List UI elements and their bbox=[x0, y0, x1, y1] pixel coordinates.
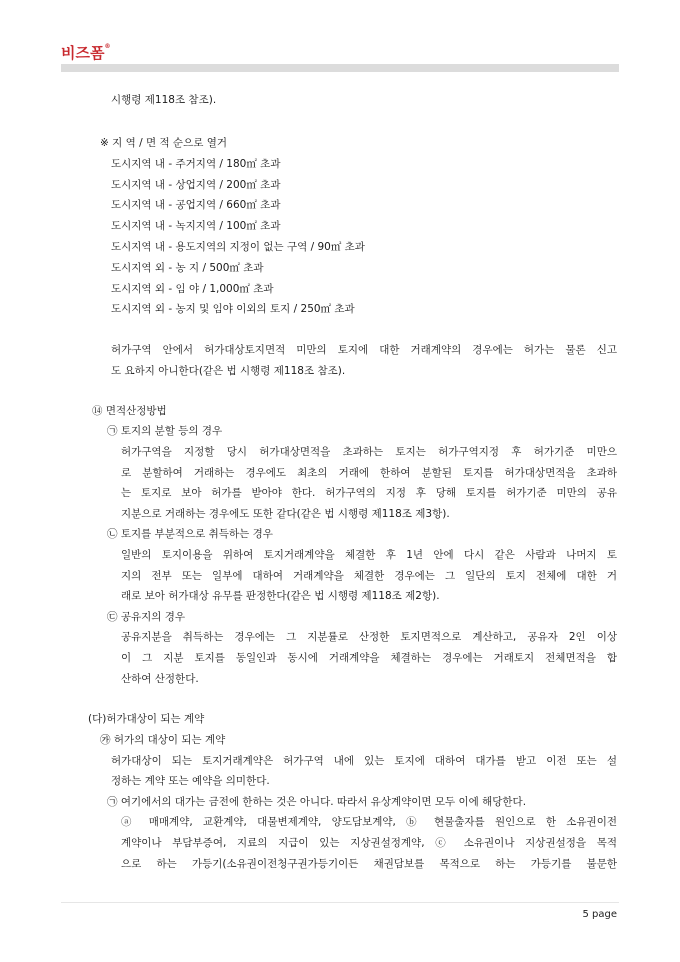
calc-a-body-line: 는 토지로 보아 허가를 받아야 한다. 허가구역의 지정 후 당해 토지를 허가기준 미만의 공유 bbox=[121, 487, 617, 499]
header-bar bbox=[61, 64, 619, 72]
section-c-sub-body-line: 허가대상이 되는 토지거래계약은 허가구역 내에 있는 토지에 대하여 대가를 받고 이전 또는 설 bbox=[111, 755, 617, 767]
area-list-item: 도시지역 내 - 녹지지역 / 100㎡ 초과 bbox=[111, 220, 281, 232]
calc-a-body-line: 허가구역을 지정할 당시 허가대상면적을 초과하는 토지는 허가구역지정 후 허가기준 미만으 bbox=[121, 446, 617, 458]
calc-c-body-line: 공유지분을 취득하는 경우에는 그 지분률로 산정한 토지면적으로 계산하고, 공유자 2인 이상 bbox=[121, 631, 617, 643]
calc-c-body-line: 산하여 산정한다. bbox=[121, 673, 199, 685]
area-list-item: 도시지역 내 - 주거지역 / 180㎡ 초과 bbox=[111, 158, 281, 170]
calc-b-body-line: 일반의 토지이용을 위하여 토지거래계약을 체결한 후 1년 안에 다시 같은 사람과 나머지 토 bbox=[121, 549, 617, 561]
calc-c-title: ㉢ 공유지의 경우 bbox=[107, 611, 186, 623]
calc-a-body-line: 로 분할하여 거래하는 경우에도 최초의 거래에 한하여 분할된 토지를 허가대상면적을 초과하 bbox=[121, 467, 617, 479]
area-list-item: 도시지역 내 - 상업지역 / 200㎡ 초과 bbox=[111, 179, 281, 191]
section-c-item1-body-line: 으로 하는 가등기(소유권이전청구권가등기이든 채권담보를 목적으로 하는 가등기를 불문한 bbox=[121, 858, 617, 870]
calc-b-body-line: 지의 전부 또는 일부에 대하여 거래계약을 체결한 경우에는 그 일단의 토지 전체에 대한 거 bbox=[121, 570, 617, 582]
exempt-paragraph-line: 도 요하지 아니한다(같은 법 시행령 제118조 참조). bbox=[111, 365, 346, 377]
area-list-title: ※ 지 역 / 면 적 순으로 열거 bbox=[100, 137, 227, 149]
calc-a-title: ㉠ 토지의 분할 등의 경우 bbox=[107, 425, 223, 437]
area-list-item: 도시지역 내 - 용도지역의 지정이 없는 구역 / 90㎡ 초과 bbox=[111, 241, 365, 253]
calc-c-body-line: 이 그 지분 토지를 동일인과 동시에 거래계약을 체결하는 경우에는 거래토지 전체면적을 합 bbox=[121, 652, 617, 664]
page-number: 5 page bbox=[582, 909, 617, 920]
area-list-item: 도시지역 외 - 농지 및 임야 이외의 토지 / 250㎡ 초과 bbox=[111, 303, 355, 315]
footer-rule bbox=[61, 902, 619, 903]
logo: 비즈폼® bbox=[61, 43, 111, 62]
area-list-item: 도시지역 내 - 공업지역 / 660㎡ 초과 bbox=[111, 199, 281, 211]
section-c-item1-body-line: ⓐ 매매계약, 교환계약, 대물변제계약, 양도담보계약, ⓑ 현물출자를 원인으로 한 소유권이전 bbox=[121, 816, 617, 828]
section-c-heading: (다)허가대상이 되는 계약 bbox=[88, 713, 205, 725]
section-c-sub-body-line: 정하는 계약 또는 예약을 의미한다. bbox=[111, 775, 270, 787]
calc-heading: ⑭ 면적산정방법 bbox=[92, 405, 167, 417]
exempt-paragraph-line: 허가구역 안에서 허가대상토지면적 미만의 토지에 대한 거래계약의 경우에는 허가는 물론 신고 bbox=[111, 344, 617, 356]
section-c-item1-title: ㉠ 여기에서의 대가는 금전에 한하는 것은 아니다. 따라서 유상계약이면 모두 이에 해당한다. bbox=[107, 796, 527, 808]
calc-a-body-line: 지분으로 거래하는 경우에도 또한 같다(같은 법 시행령 제118조 제3항). bbox=[121, 508, 450, 520]
area-list-item: 도시지역 외 - 농 지 / 500㎡ 초과 bbox=[111, 262, 264, 274]
section-c-item1-body-line: 계약이나 부담부증여, 지료의 지급이 있는 지상권설정계약, ⓒ 소유권이나 지상권설정을 목적 bbox=[121, 837, 617, 849]
calc-b-body-line: 래로 보아 허가대상 유무를 판정한다(같은 법 시행령 제118조 제2항). bbox=[121, 590, 440, 602]
area-list-item: 도시지역 외 - 임 야 / 1,000㎡ 초과 bbox=[111, 283, 274, 295]
section-c-sub-title: ㉮ 허가의 대상이 되는 계약 bbox=[100, 734, 226, 746]
calc-b-title: ㉡ 토지를 부분적으로 취득하는 경우 bbox=[107, 528, 273, 540]
intro-continued: 시행령 제118조 참조). bbox=[111, 94, 217, 106]
